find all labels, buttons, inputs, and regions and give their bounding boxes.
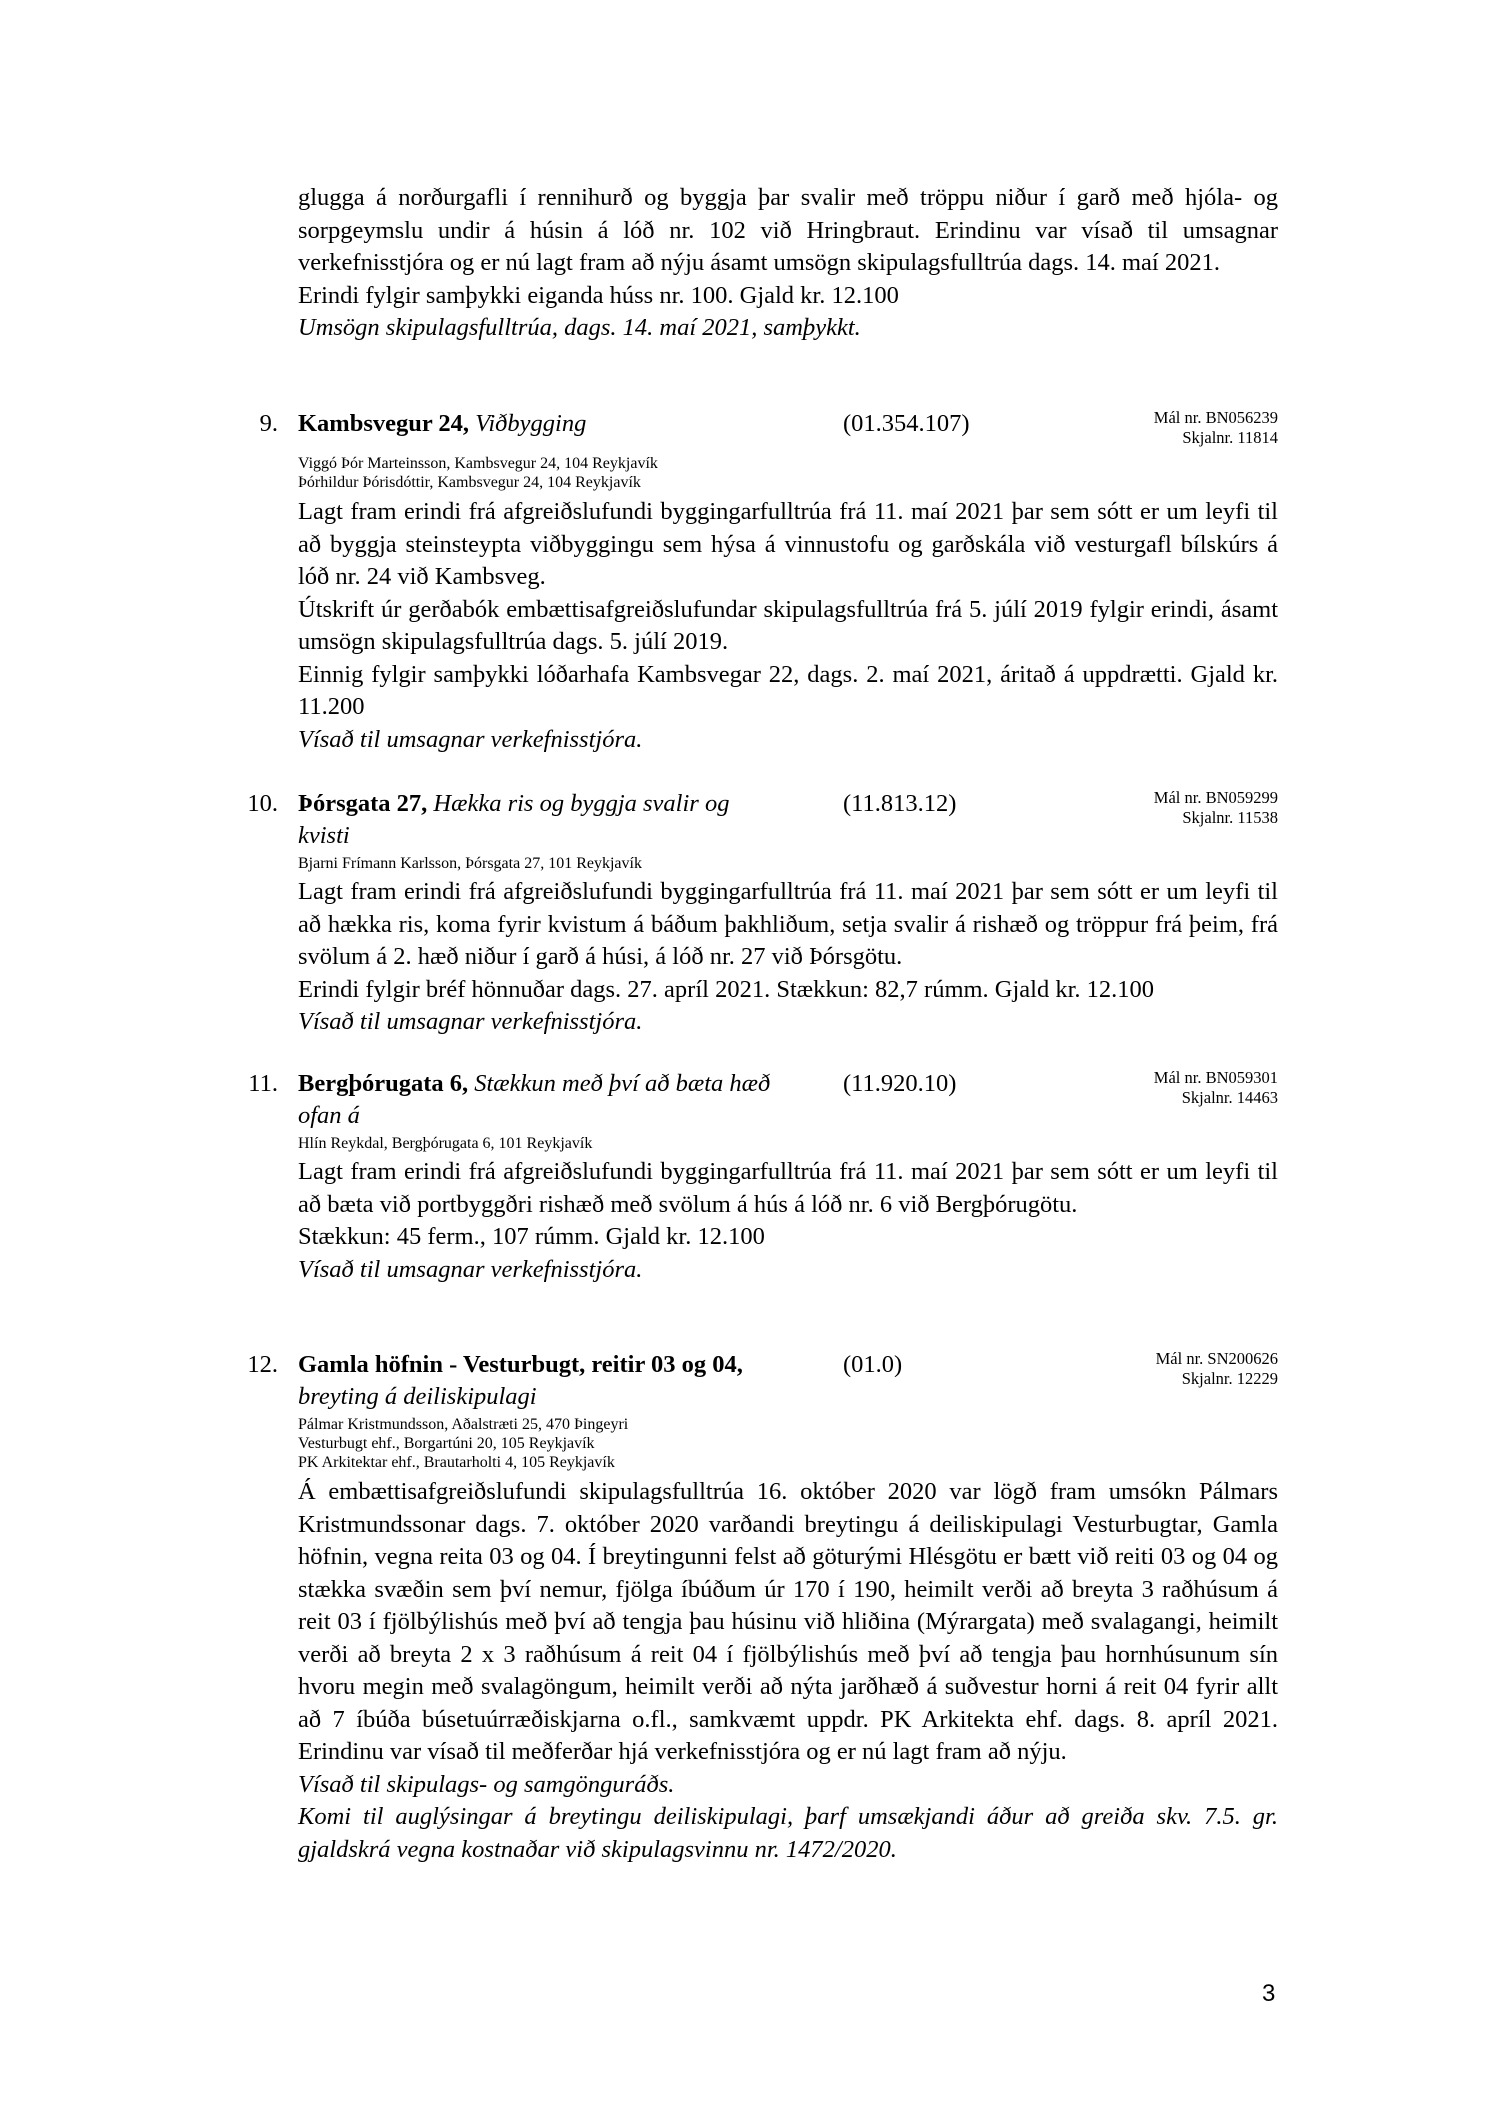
applicant: Vesturbugt ehf., Borgartúni 20, 105 Reykjavík — [298, 1435, 595, 1452]
item-paragraph: Á embættisafgreiðslufundi skipulagsfulltrúa 16. október 2020 var lögð fram umsókn Pálmars Kristmundssonar dags. 7. október 2020 varðandi breytingu á deiliskipulagi Vesturbugtar, Gamla höfnin, vegna reita 03 og 04. Í breytingunni felst að göturými Hlésgötu er bætt við reiti 03 og 04 og stækka svæðin sem því nemur, fjölga íbúðum úr 170 í 190, heimilt verði að breyta 3 raðhúsum á reit 03 í fjölbýlishús með því að tengja þau húsinu við hliðina (Mýrargata) með svalagangi, heimilt verði að breyta 2 x 3 raðhúsum á reit 04 í fjölbýlishús með því að tengja þau hornhúsunum sín hvoru megin með svalagöngum, heimilt verði að nýta jarðhæð á suðvestur horni á reit 04 fyrir allt að 7 íbúða búsetuúrræðiskjarna o.fl., samkvæmt uppdr. PK Arkitekta ehf. dags. 8. apríl 2021. Erindinu var vísað til meðferðar hjá verkefnisstjóra og er nú lagt fram að nýju. — [298, 1478, 1278, 1765]
intro-decision: Umsögn skipulagsfulltrúa, dags. 14. maí 2021, samþykkt. — [298, 314, 861, 341]
item-address: Gamla höfnin - Vesturbugt, reitir 03 og 04, — [298, 1351, 743, 1378]
item-case-meta — [1154, 788, 1278, 828]
item-paragraph: Einnig fylgir samþykki lóðarhafa Kambsvegar 22, dags. 2. maí 2021, áritað á uppdrætti. Gjald kr. 11.200 — [298, 660, 1278, 720]
item-land-code: (11.920.10) — [843, 1070, 957, 1097]
item-paragraph: Erindi fylgir bréf hönnuðar dags. 27. apríl 2021. Stækkun: 82,7 rúmm. Gjald kr. 12.100 — [298, 975, 1155, 1003]
item-body — [298, 1476, 1278, 1866]
intro-paragraph: glugga á norðurgafli í rennihurð og byggja þar svalir með tröppu niður í garð með hjóla- og sorpgeymslu undir á húsin á lóð nr. 102 við Hringbraut. Erindinu var vísað til umsagnar verkefnisstjóra og er nú lagt fram að nýju ásamt umsögn skipulagsfulltrúa dags. 14. maí 2021. — [298, 184, 1278, 276]
item-body — [298, 876, 1278, 1039]
item-number: 9. — [259, 410, 278, 437]
item-applicants — [298, 454, 1278, 492]
item-description: breyting á deiliskipulagi — [298, 1383, 537, 1410]
applicant: Hlín Reykdal, Bergþórugata 6, 101 Reykjavík — [298, 1135, 593, 1152]
item-paragraph: Lagt fram erindi frá afgreiðslufundi byggingarfulltrúa frá 11. maí 2021 þar sem sótt er um leyfi til að hækka ris, koma fyrir kvistum á báðum þakhliðum, setja svalir á rishæð og tröppur frá þeim, frá svölum á 2. hæð niður í garð á húsi, á lóð nr. 27 við Þórsgötu. — [298, 878, 1278, 970]
item-land-code: (01.354.107) — [843, 410, 970, 437]
item-number: 12. — [247, 1351, 278, 1378]
item-paragraph: Útskrift úr gerðabók embættisafgreiðslufundar skipulagsfulltrúa frá 5. júlí 2019 fylgir erindi, ásamt umsögn skipulagsfulltrúa dags. 5. júlí 2019. — [298, 595, 1278, 655]
item-decision: Vísað til umsagnar verkefnisstjóra. — [298, 1008, 643, 1035]
item-decision: Vísað til umsagnar verkefnisstjóra. — [298, 725, 643, 753]
item-title — [298, 788, 778, 852]
item-paragraph: Lagt fram erindi frá afgreiðslufundi byggingarfulltrúa frá 11. maí 2021 þar sem sótt er um leyfi til að byggja steinsteypta viðbyggingu sem hýsa á vinnustofu og garðskála við vesturgafl bílskúrs á lóð nr. 24 við Kambsveg. — [298, 498, 1278, 590]
item-description: Stækkun með því að bæta hæð ofan á — [298, 1070, 771, 1129]
intro-continuation — [298, 182, 1278, 345]
item-title — [298, 408, 788, 440]
document-number: Skjalnr. 11538 — [1182, 808, 1278, 827]
page-number: 3 — [1262, 1980, 1276, 2007]
case-number: Mál nr. BN059299 — [1153, 788, 1278, 807]
applicant: PK Arkitektar ehf., Brautarholti 4, 105 Reykjavík — [298, 1454, 615, 1471]
intro-line: Erindi fylgir samþykki eiganda húss nr. 100. Gjald kr. 12.100 — [298, 281, 899, 309]
item-decision: Vísað til skipulags- og samgönguráðs. — [298, 1770, 675, 1798]
item-description: Viðbygging — [475, 410, 587, 437]
applicant: Þórhildur Þórisdóttir, Kambsvegur 24, 104 Reykjavík — [298, 474, 641, 491]
item-number: 11. — [248, 1070, 278, 1097]
document-number: Skjalnr. 12229 — [1181, 1369, 1278, 1388]
applicant: Bjarni Frímann Karlsson, Þórsgata 27, 101 Reykjavík — [298, 855, 642, 872]
item-land-code: (11.813.12) — [843, 790, 957, 817]
document-number: Skjalnr. 14463 — [1181, 1088, 1278, 1107]
item-title — [298, 1068, 788, 1132]
case-number: Mál nr. BN059301 — [1153, 1068, 1278, 1087]
item-case-meta — [1154, 1068, 1278, 1108]
item-decision: Komi til auglýsingar á breytingu deiliskipulagi, þarf umsækjandi áður að greiða skv. 7.5. gr. gjaldskrá vegna kostnaðar við skipulagsvinnu nr. 1472/2020. — [298, 1803, 1278, 1863]
item-applicants — [298, 854, 1278, 873]
item-applicants — [298, 1134, 1278, 1153]
case-number: Mál nr. SN200626 — [1155, 1349, 1278, 1368]
item-body — [298, 1156, 1278, 1286]
item-body — [298, 496, 1278, 756]
item-number: 10. — [247, 790, 278, 817]
item-land-code: (01.0) — [843, 1351, 903, 1378]
item-case-meta — [1156, 1349, 1278, 1389]
item-paragraph: Lagt fram erindi frá afgreiðslufundi byggingarfulltrúa frá 11. maí 2021 þar sem sótt er um leyfi til að bæta við portbyggðri rishæð með svölum á hús á lóð nr. 6 við Bergþórugötu. — [298, 1158, 1278, 1218]
item-applicants — [298, 1415, 1278, 1472]
applicant: Viggó Þór Marteinsson, Kambsvegur 24, 104 Reykjavík — [298, 455, 658, 472]
item-case-meta — [1154, 408, 1278, 448]
item-paragraph: Stækkun: 45 ferm., 107 rúmm. Gjald kr. 12.100 — [298, 1223, 765, 1250]
item-address: Kambsvegur 24, — [298, 410, 470, 437]
item-address: Þórsgata 27, — [298, 790, 428, 817]
item-title — [298, 1349, 858, 1413]
applicant: Pálmar Kristmundsson, Aðalstræti 25, 470 Þingeyri — [298, 1416, 629, 1433]
item-description: Hækka ris og byggja svalir og kvisti — [298, 790, 730, 849]
item-address: Bergþórugata 6, — [298, 1070, 469, 1097]
document-number: Skjalnr. 11814 — [1182, 428, 1278, 447]
item-decision: Vísað til umsagnar verkefnisstjóra. — [298, 1255, 643, 1283]
case-number: Mál nr. BN056239 — [1153, 408, 1278, 427]
